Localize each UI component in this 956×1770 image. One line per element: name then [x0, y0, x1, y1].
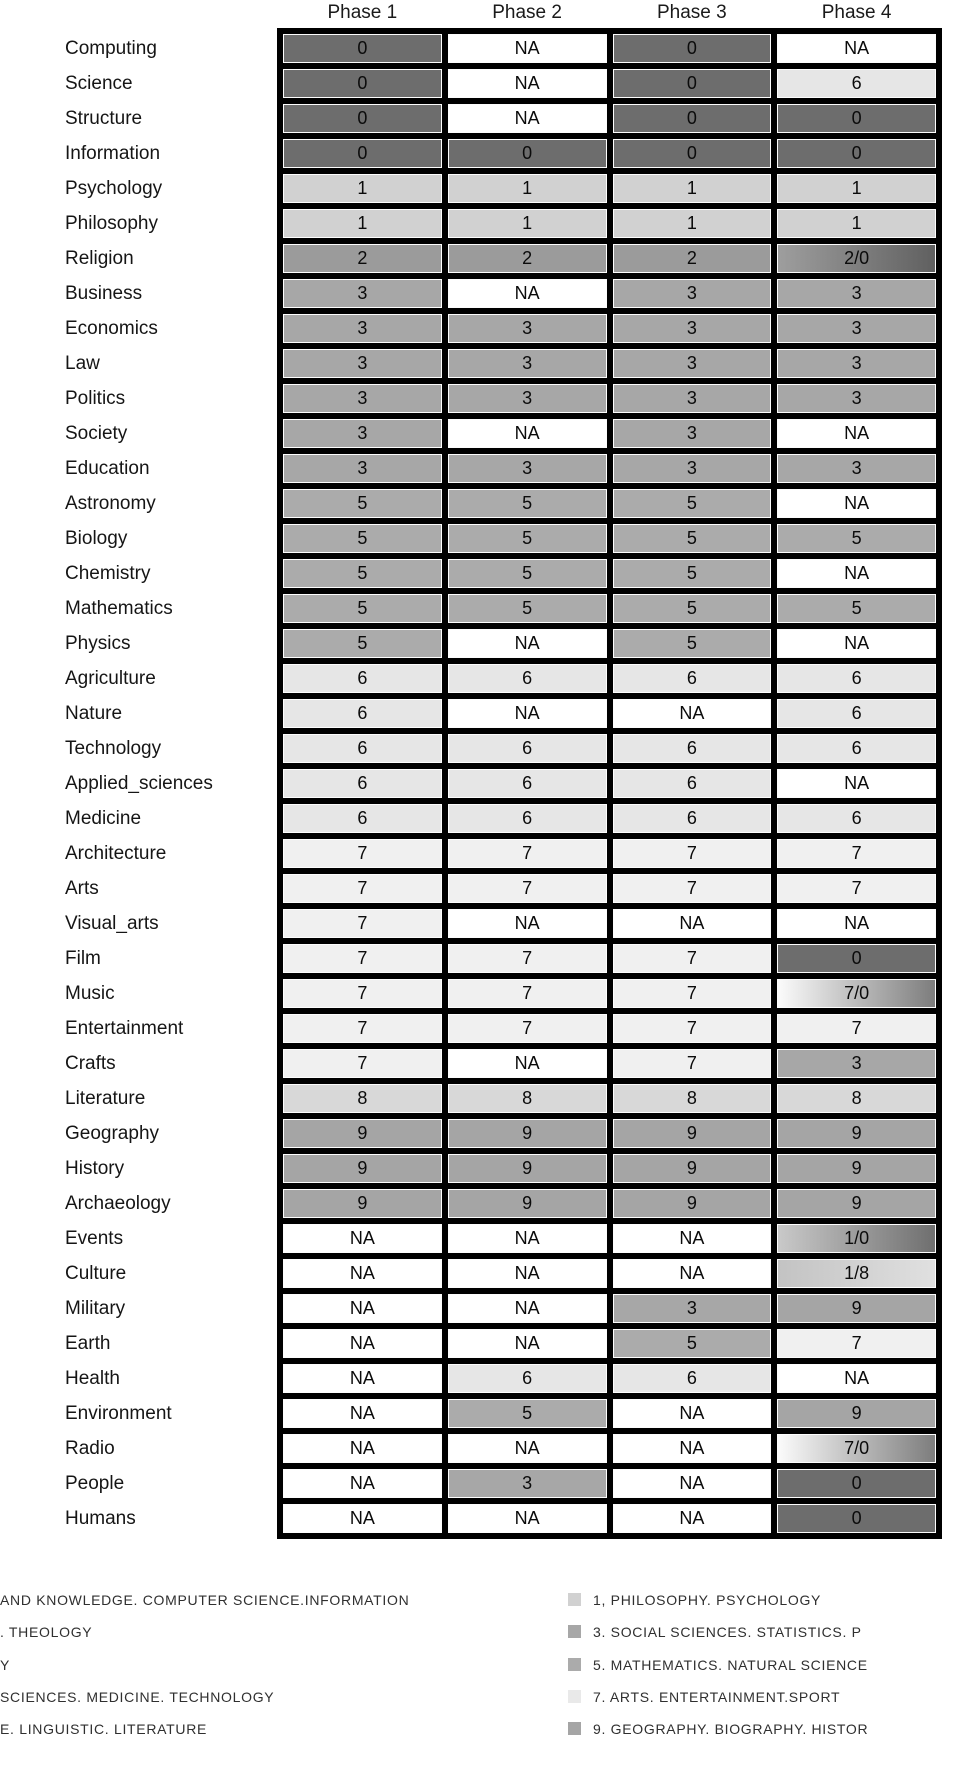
- heatmap-cell: 6: [448, 734, 607, 763]
- heatmap-cell: NA: [448, 34, 607, 63]
- heatmap-cell: NA: [283, 1504, 442, 1533]
- heatmap-cell: 9: [613, 1119, 772, 1148]
- heatmap-cell: 0: [613, 34, 772, 63]
- heatmap-cell: 3: [613, 1294, 772, 1323]
- heatmap-cell: 1: [613, 174, 772, 203]
- heatmap-cell: NA: [448, 419, 607, 448]
- row-label: Film: [65, 947, 101, 969]
- heatmap-cell: 5: [283, 559, 442, 588]
- heatmap-cell: 9: [283, 1119, 442, 1148]
- heatmap-cell: 3: [283, 349, 442, 378]
- heatmap-cell: 3: [613, 349, 772, 378]
- heatmap-cell: 0: [777, 1504, 936, 1533]
- column-header-phase-4: Phase 4: [821, 2, 892, 23]
- heatmap-cell: NA: [283, 1294, 442, 1323]
- heatmap-cell: NA: [777, 909, 936, 938]
- row-label: Astronomy: [65, 492, 156, 514]
- legend-item: [568, 1721, 956, 1753]
- row-label: Arts: [65, 877, 99, 899]
- heatmap-cell: 6: [613, 1364, 772, 1393]
- heatmap-cell: NA: [613, 1434, 772, 1463]
- heatmap-cell: 7/0: [777, 979, 936, 1008]
- column-header-phase-1: Phase 1: [327, 2, 398, 23]
- heatmap-cell: 3: [448, 349, 607, 378]
- heatmap-cell: NA: [448, 1259, 607, 1288]
- legend-label: Y: [0, 1656, 11, 1673]
- row-label: Politics: [65, 387, 126, 409]
- heatmap-cell: NA: [448, 279, 607, 308]
- heatmap-cell: 6: [448, 664, 607, 693]
- heatmap-cell: 7: [613, 944, 772, 973]
- heatmap-cell: 6: [283, 769, 442, 798]
- heatmap-cell: 0: [777, 1469, 936, 1498]
- heatmap-cell: 5: [448, 524, 607, 553]
- column-header-phase-2: Phase 2: [492, 2, 562, 23]
- legend-label: 7. ARTS. ENTERTAINMENT.SPORT: [593, 1688, 841, 1705]
- heatmap-cell: 5: [613, 524, 772, 553]
- heatmap-cell: 8: [448, 1084, 607, 1113]
- row-label: Science: [65, 72, 133, 94]
- legend-swatch-icon: [568, 1658, 581, 1671]
- row-label: Culture: [65, 1262, 127, 1284]
- heatmap-cell: 7: [777, 839, 936, 868]
- heatmap-cell: 3: [777, 1049, 936, 1078]
- heatmap-cell: 1: [448, 209, 607, 238]
- legend-label: 3. SOCIAL SCIENCES. STATISTICS. P: [593, 1624, 862, 1641]
- legend-label: E. LINGUISTIC. LITERATURE: [0, 1721, 208, 1738]
- heatmap-cell: 0: [283, 34, 442, 63]
- row-label: Psychology: [65, 177, 163, 199]
- heatmap-cell: 0: [777, 944, 936, 973]
- row-label: People: [65, 1472, 125, 1494]
- heatmap-cell: NA: [448, 909, 607, 938]
- heatmap-cell: 1: [283, 174, 442, 203]
- row-label: Crafts: [65, 1052, 116, 1074]
- heatmap-cell: NA: [613, 699, 772, 728]
- legend-item: [568, 1624, 956, 1656]
- row-label: Archaeology: [65, 1192, 171, 1214]
- row-label: Economics: [65, 317, 158, 339]
- heatmap-cell: 6: [283, 804, 442, 833]
- heatmap-cell: 7: [283, 1014, 442, 1043]
- heatmap-cell: 7: [613, 1049, 772, 1078]
- heatmap-cell: 9: [613, 1154, 772, 1183]
- heatmap-cell: 6: [777, 69, 936, 98]
- row-label: Physics: [65, 632, 131, 654]
- heatmap-cell: 8: [613, 1084, 772, 1113]
- legend-item: [568, 1592, 956, 1624]
- heatmap-cell: 9: [448, 1154, 607, 1183]
- heatmap-cell: 7: [448, 979, 607, 1008]
- row-label: Philosophy: [65, 212, 158, 234]
- legend-right-column: [568, 1592, 956, 1753]
- heatmap-cell: 7: [613, 1014, 772, 1043]
- row-label: Events: [65, 1227, 124, 1249]
- heatmap-cell: NA: [283, 1259, 442, 1288]
- heatmap-cell: 9: [777, 1399, 936, 1428]
- heatmap-cell: 7: [448, 1014, 607, 1043]
- heatmap-cell: 0: [777, 139, 936, 168]
- row-label: Computing: [65, 37, 157, 59]
- heatmap-cell: 7: [283, 1049, 442, 1078]
- heatmap-cell: 2: [613, 244, 772, 273]
- row-label: Health: [65, 1367, 120, 1389]
- heatmap-cell: NA: [448, 629, 607, 658]
- heatmap-cell: 3: [283, 419, 442, 448]
- heatmap-cell: NA: [613, 909, 772, 938]
- row-label: Medicine: [65, 807, 142, 829]
- heatmap-cell: 0: [283, 104, 442, 133]
- heatmap-cell: 5: [283, 629, 442, 658]
- heatmap-cell: NA: [283, 1399, 442, 1428]
- legend-label: AND KNOWLEDGE. COMPUTER SCIENCE.INFORMATION: [0, 1592, 410, 1608]
- heatmap-cell: NA: [448, 699, 607, 728]
- legend-item: [0, 1721, 560, 1753]
- row-labels: [65, 34, 213, 1533]
- heatmap-cell: NA: [448, 69, 607, 98]
- heatmap-grid: [277, 28, 942, 1539]
- heatmap-cell: 3: [283, 314, 442, 343]
- heatmap-cell: 0: [777, 104, 936, 133]
- heatmap-cell: 9: [448, 1189, 607, 1218]
- legend-label: SCIENCES. MEDICINE. TECHNOLOGY: [0, 1688, 275, 1705]
- heatmap-cell: 7: [613, 839, 772, 868]
- heatmap-cell: 7: [448, 874, 607, 903]
- heatmap-cell: 1: [448, 174, 607, 203]
- heatmap-cell: 0: [613, 104, 772, 133]
- legend-label: 9. GEOGRAPHY. BIOGRAPHY. HISTOR: [593, 1721, 869, 1738]
- heatmap-cell: 9: [448, 1119, 607, 1148]
- heatmap-cell: 5: [777, 524, 936, 553]
- heatmap-cell: 8: [283, 1084, 442, 1113]
- heatmap-cell: 3: [448, 314, 607, 343]
- heatmap-cell: 3: [777, 384, 936, 413]
- heatmap-cell: 6: [613, 734, 772, 763]
- heatmap-cell: 0: [613, 139, 772, 168]
- row-label: Structure: [65, 107, 143, 129]
- heatmap-cell: 5: [613, 1329, 772, 1358]
- heatmap-cell: NA: [777, 489, 936, 518]
- heatmap-cell: 3: [613, 279, 772, 308]
- heatmap-cell: 9: [777, 1189, 936, 1218]
- row-label: Geography: [65, 1122, 160, 1144]
- legend-swatch-icon: [568, 1722, 581, 1735]
- heatmap-cell: 2/0: [777, 244, 936, 273]
- row-label: Religion: [65, 247, 134, 269]
- row-label: Chemistry: [65, 562, 151, 584]
- heatmap-cell: NA: [777, 419, 936, 448]
- heatmap-cell: NA: [448, 1504, 607, 1533]
- row-label: Entertainment: [65, 1017, 184, 1039]
- heatmap-cell: 9: [777, 1294, 936, 1323]
- row-label: Radio: [65, 1437, 115, 1459]
- heatmap-cell: 7/0: [777, 1434, 936, 1463]
- heatmap-cell: NA: [448, 1049, 607, 1078]
- heatmap-cell: 6: [613, 664, 772, 693]
- legend-swatch-icon: [568, 1625, 581, 1638]
- heatmap-cell: 1/0: [777, 1224, 936, 1253]
- legend-item: [0, 1624, 560, 1656]
- row-label: Earth: [65, 1332, 111, 1354]
- heatmap-cell: 7: [283, 909, 442, 938]
- heatmap-cell: 1: [777, 209, 936, 238]
- heatmap-cell: 8: [777, 1084, 936, 1113]
- heatmap-cell: 5: [448, 559, 607, 588]
- heatmap-cell: 1: [613, 209, 772, 238]
- heatmap-cell: NA: [448, 1224, 607, 1253]
- column-header-phase-3: Phase 3: [657, 2, 727, 23]
- heatmap-cell: 9: [283, 1154, 442, 1183]
- legend-swatch-icon: [568, 1593, 581, 1606]
- heatmap-cell: 5: [283, 594, 442, 623]
- legend-item: [0, 1592, 560, 1624]
- heatmap-cell: 6: [283, 699, 442, 728]
- row-label: History: [65, 1157, 125, 1179]
- heatmap-cell: 6: [777, 734, 936, 763]
- row-label: Business: [65, 282, 143, 304]
- heatmap-cell: NA: [613, 1224, 772, 1253]
- heatmap-cell: 6: [448, 804, 607, 833]
- row-label: Education: [65, 457, 150, 479]
- heatmap-cell: 7: [613, 874, 772, 903]
- heatmap-cell: 7: [448, 839, 607, 868]
- heatmap-cell: 0: [448, 139, 607, 168]
- row-label: Technology: [65, 737, 162, 759]
- heatmap-cell: 6: [283, 734, 442, 763]
- heatmap-cell: NA: [283, 1329, 442, 1358]
- heatmap-cell: 5: [613, 629, 772, 658]
- heatmap-cell: 3: [283, 279, 442, 308]
- heatmap-cell: 0: [283, 69, 442, 98]
- legend-label: . THEOLOGY: [0, 1624, 93, 1641]
- legend-left-column: [0, 1592, 560, 1753]
- row-label: Literature: [65, 1087, 146, 1109]
- heatmap-cell: NA: [448, 104, 607, 133]
- heatmap-cell: NA: [613, 1259, 772, 1288]
- row-label: Applied_sciences: [65, 772, 213, 794]
- heatmap-cell: NA: [613, 1399, 772, 1428]
- heatmap-cell: 9: [283, 1189, 442, 1218]
- heatmap-cell: 3: [283, 384, 442, 413]
- heatmap-cell: 5: [613, 559, 772, 588]
- heatmap-cell: NA: [777, 34, 936, 63]
- row-label: Mathematics: [65, 597, 173, 619]
- legend-swatch-icon: [568, 1690, 581, 1703]
- heatmap-cell: 0: [613, 69, 772, 98]
- heatmap-cell: 9: [777, 1154, 936, 1183]
- heatmap-cell: 7: [613, 979, 772, 1008]
- heatmap-cell: 3: [777, 314, 936, 343]
- heatmap-cell: NA: [777, 629, 936, 658]
- row-label: Biology: [65, 527, 128, 549]
- heatmap-cell: 6: [448, 1364, 607, 1393]
- legend-item: [0, 1689, 560, 1721]
- legend-item: [0, 1657, 560, 1689]
- heatmap-cell: 5: [777, 594, 936, 623]
- heatmap-cell: NA: [777, 1364, 936, 1393]
- heatmap-cell: 3: [613, 419, 772, 448]
- heatmap-cell: 2: [448, 244, 607, 273]
- heatmap-cell: 7: [283, 839, 442, 868]
- heatmap-cell: 3: [777, 454, 936, 483]
- heatmap-cell: 3: [777, 279, 936, 308]
- heatmap-cell: 6: [448, 769, 607, 798]
- heatmap-cell: 3: [613, 454, 772, 483]
- row-label: Environment: [65, 1402, 172, 1424]
- heatmap-cell: 7: [777, 874, 936, 903]
- heatmap-cell: 3: [613, 384, 772, 413]
- heatmap-cell: 6: [613, 769, 772, 798]
- row-label: Visual_arts: [65, 912, 159, 934]
- column-headers: [283, 0, 936, 26]
- heatmap-cell: 7: [777, 1014, 936, 1043]
- row-label: Music: [65, 982, 115, 1004]
- heatmap-cell: 3: [448, 384, 607, 413]
- heatmap-cell: 6: [777, 664, 936, 693]
- row-label: Nature: [65, 702, 123, 724]
- heatmap-cell: 7: [283, 874, 442, 903]
- heatmap-cell: NA: [448, 1329, 607, 1358]
- heatmap-cell: 5: [448, 1399, 607, 1428]
- heatmap-cell: NA: [448, 1294, 607, 1323]
- heatmap-cell: 7: [283, 979, 442, 1008]
- legend-item: [568, 1689, 956, 1721]
- heatmap-cell: 5: [283, 524, 442, 553]
- heatmap-cell: 6: [613, 804, 772, 833]
- heatmap-cell: 7: [448, 944, 607, 973]
- heatmap-cell: 9: [613, 1189, 772, 1218]
- heatmap-cell: 3: [283, 454, 442, 483]
- heatmap-cell: 5: [613, 594, 772, 623]
- row-label: Agriculture: [65, 667, 156, 689]
- heatmap-cell: 3: [613, 314, 772, 343]
- heatmap-cell: NA: [448, 1434, 607, 1463]
- row-label: Architecture: [65, 842, 167, 864]
- heatmap-cell: 5: [448, 489, 607, 518]
- heatmap-cell: 3: [448, 454, 607, 483]
- row-label: Law: [65, 352, 100, 374]
- heatmap-cell: 3: [448, 1469, 607, 1498]
- heatmap-cell: NA: [283, 1224, 442, 1253]
- heatmap-cell: 1: [777, 174, 936, 203]
- heatmap-cell: NA: [283, 1364, 442, 1393]
- heatmap-cell: 9: [777, 1119, 936, 1148]
- row-label: Society: [65, 422, 128, 444]
- heatmap-cell: 1: [283, 209, 442, 238]
- legend-label: 5. MATHEMATICS. NATURAL SCIENCE: [593, 1656, 868, 1673]
- heatmap-cell: 0: [283, 139, 442, 168]
- row-label: Military: [65, 1297, 126, 1319]
- legend-item: [568, 1657, 956, 1689]
- heatmap-cell: 2: [283, 244, 442, 273]
- heatmap-cell: 3: [777, 349, 936, 378]
- heatmap-cell: NA: [613, 1504, 772, 1533]
- heatmap-cell: 6: [777, 804, 936, 833]
- row-label: Information: [65, 142, 161, 164]
- legend-label: 1, PHILOSOPHY. PSYCHOLOGY: [593, 1592, 822, 1608]
- heatmap-cell: NA: [613, 1469, 772, 1498]
- heatmap-cell: NA: [283, 1469, 442, 1498]
- heatmap-cell: NA: [283, 1434, 442, 1463]
- row-label: Humans: [65, 1507, 136, 1529]
- heatmap-cell: 5: [613, 489, 772, 518]
- heatmap-cell: 5: [283, 489, 442, 518]
- heatmap-cell: 5: [448, 594, 607, 623]
- heatmap-cell: 6: [777, 699, 936, 728]
- heatmap-cell: 7: [283, 944, 442, 973]
- heatmap-cell: NA: [777, 559, 936, 588]
- heatmap-cell: 6: [283, 664, 442, 693]
- heatmap-cell: NA: [777, 769, 936, 798]
- heatmap-cell: 1/8: [777, 1259, 936, 1288]
- heatmap-cell: 7: [777, 1329, 936, 1358]
